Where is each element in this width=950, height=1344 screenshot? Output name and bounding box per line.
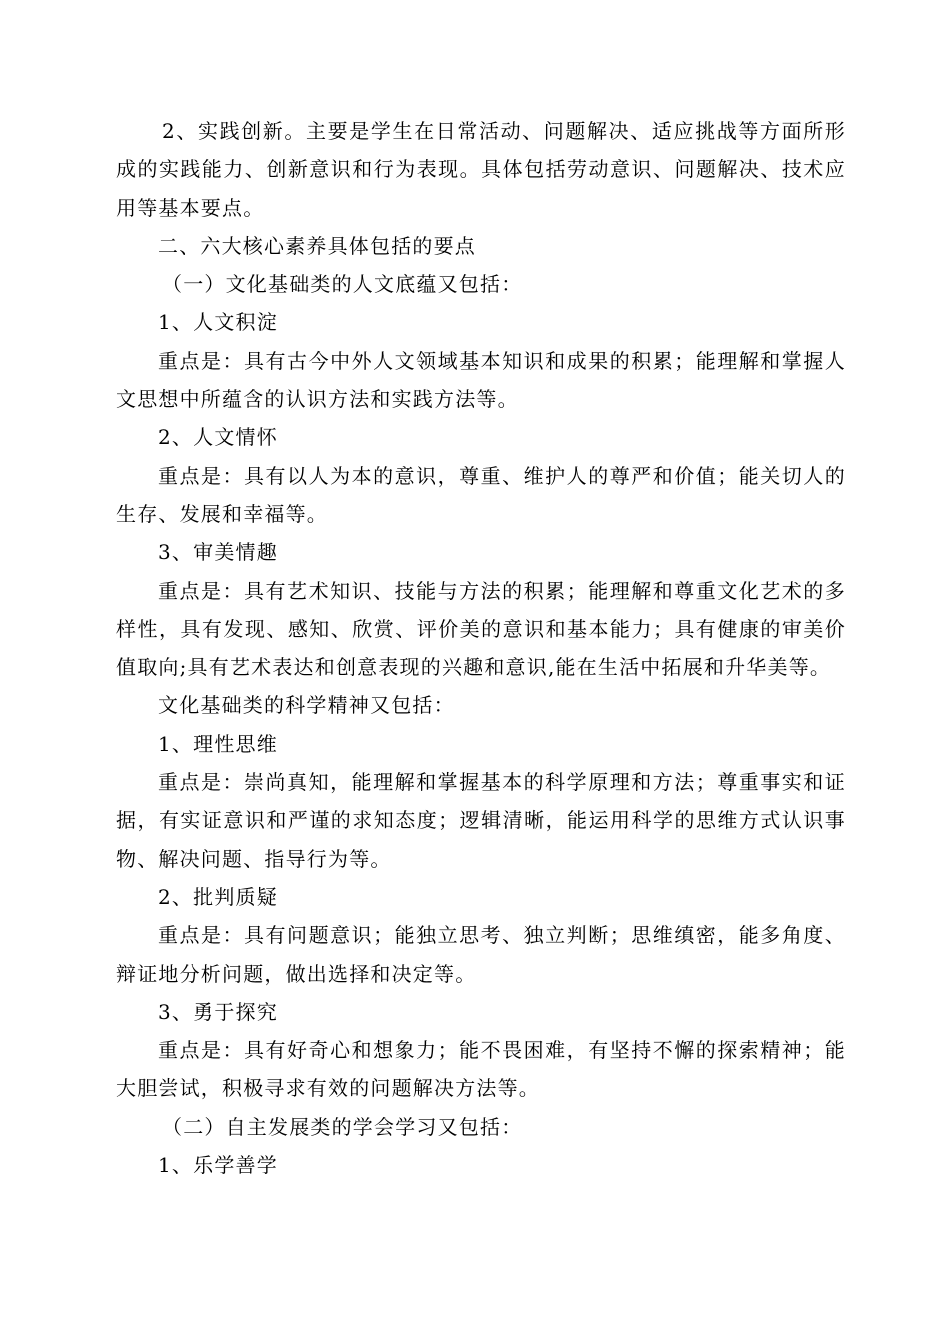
item-heading-humanistic-accumulation: 1、人文积淀 xyxy=(158,310,278,335)
item-heading-critical-questioning: 2、批判质疑 xyxy=(158,884,278,909)
document-body xyxy=(116,112,846,1184)
section-heading-key-points: 二、六大核心素养具体包括的要点 xyxy=(158,233,476,258)
item-heading-courage-to-explore: 3、勇于探究 xyxy=(158,999,278,1024)
paragraph-critical-questioning: 重点是：具有问题意识；能独立思考、独立判断；思维缜密，能多角度、辩证地分析问题，做出选择和决定等。 xyxy=(116,923,846,986)
paragraph-rational-thinking: 重点是：崇尚真知，能理解和掌握基本的科学原理和方法；尊重事实和证据，有实证意识和严谨的求知态度；逻辑清晰，能运用科学的思维方式认识事物、解决问题、指导行为等。 xyxy=(116,770,846,871)
paragraph-humanistic-sentiment: 重点是：具有以人为本的意识，尊重、维护人的尊严和价值；能关切人的生存、发展和幸福等。 xyxy=(116,463,846,526)
paragraph-practice-innovation: 2、实践创新。主要是学生在日常活动、问题解决、适应挑战等方面所形成的实践能力、创新意识和行为表现。具体包括劳动意识、问题解决、技术应用等基本要点。 xyxy=(116,119,846,220)
item-heading-aesthetic-taste: 3、审美情趣 xyxy=(158,540,278,565)
item-heading-enjoy-learning: 1、乐学善学 xyxy=(158,1153,278,1178)
subsection-heading-humanities: （一）文化基础类的人文底蕴又包括： xyxy=(162,272,523,297)
subsection-heading-learning-to-learn: （二）自主发展类的学会学习又包括： xyxy=(162,1114,523,1139)
subsection-heading-scientific-spirit: 文化基础类的科学精神又包括： xyxy=(158,693,455,718)
paragraph-humanistic-accumulation: 重点是：具有古今中外人文领域基本知识和成果的积累；能理解和掌握人文思想中所蕴含的认识方法和实践方法等。 xyxy=(116,348,846,412)
item-heading-rational-thinking: 1、理性思维 xyxy=(158,731,278,756)
item-heading-humanistic-sentiment: 2、人文情怀 xyxy=(158,425,278,450)
paragraph-aesthetic-taste: 重点是：具有艺术知识、技能与方法的积累；能理解和尊重文化艺术的多样性，具有发现、感知、欣赏、评价美的意识和基本能力；具有健康的审美价值取向;具有艺术表达和创意表现的兴趣和意识,能在生活中拓展和升华美等。 xyxy=(116,578,846,680)
paragraph-courage-to-explore: 重点是：具有好奇心和想象力；能不畏困难，有坚持不懈的探索精神；能大胆尝试，积极寻求有效的问题解决方法等。 xyxy=(116,1038,846,1101)
